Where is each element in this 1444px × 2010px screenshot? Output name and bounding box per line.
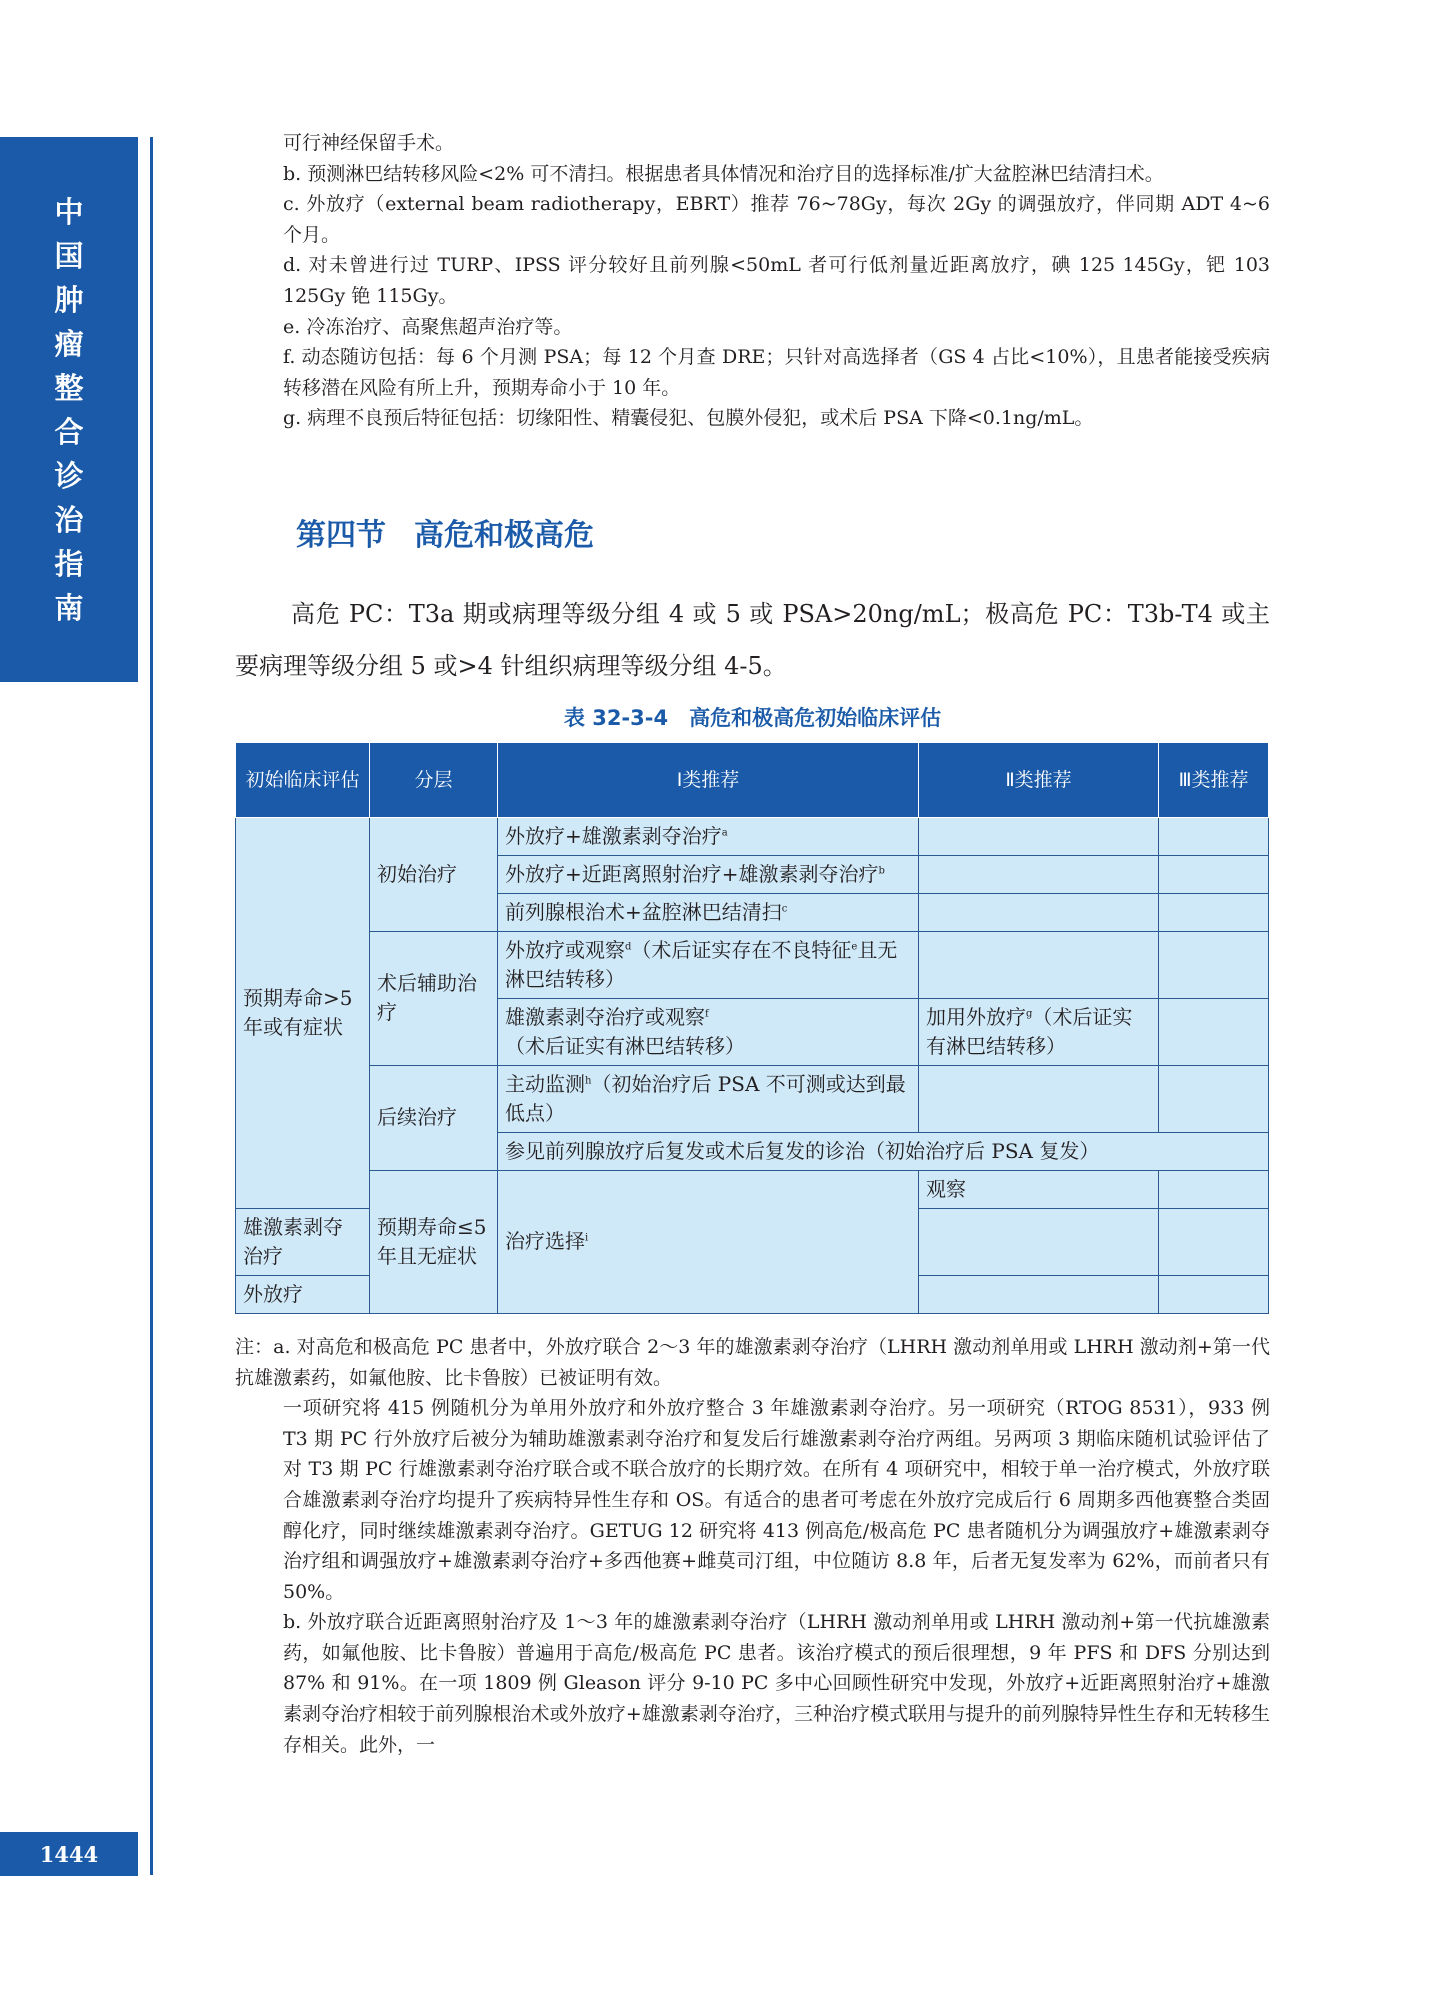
note-line: e. 冷冻治疗、高聚焦超声治疗等。 <box>283 315 573 338</box>
note-line: b. 外放疗联合近距离照射治疗及 1～3 年的雄激素剥夺治疗（LHRH 激动剂单用或 LHRH 激动剂+第一代抗雄激素药，如氟他胺、比卡鲁胺）普遍用于高危/极高危 PC 患者。该治疗模式的预后很理想，9 年 PFS 和 DFS 分别达到 87% 和 91%。在一项 1809 例 Gleason 评分 9-10 PC 多中心回顾性研究中发现，外放疗+近距离照射治疗+雄激素剥夺治疗相较于前列腺根治术或外放疗+雄激素剥夺治疗，三种治疗模式联用与提升的前列腺特异性生存和无转移生存相关。此外，一 <box>283 1611 1270 1756</box>
side-char: 南 <box>54 590 84 625</box>
table-cell <box>1159 1208 1269 1275</box>
section-number: 第四节 <box>296 517 386 553</box>
section-title: 高危和极高危 <box>414 517 594 553</box>
table-cell: 外放疗+雄激素剥夺治疗$^a$ <box>498 817 919 855</box>
recommendation-table <box>235 742 1269 1314</box>
note-line: g. 病理不良预后特征包括：切缘阳性、精囊侵犯、包膜外侵犯，或术后 PSA 下降<0.1ng/mL。 <box>283 407 1094 430</box>
page-number: 1444 <box>0 1832 138 1876</box>
side-char: 中 <box>54 194 84 229</box>
table-cell <box>1159 1275 1269 1313</box>
col-header: 分层 <box>370 742 498 817</box>
table-row <box>236 931 1269 998</box>
table-cell <box>919 931 1159 998</box>
page-content <box>235 128 1270 1760</box>
side-char: 指 <box>54 546 84 581</box>
table-cell <box>919 1065 1159 1132</box>
side-char: 治 <box>54 502 84 537</box>
bottom-notes <box>235 1332 1270 1760</box>
note-line: f. 动态随访包括：每 6 个月测 PSA；每 12 个月查 DRE；只针对高选择者（GS 4 占比<10%），且患者能接受疾病转移潜在风险有所上升，预期寿命小于 10 年。 <box>283 346 1270 399</box>
layer-cell: 治疗选择$^i$ <box>498 1170 919 1313</box>
table-cell <box>1159 817 1269 855</box>
table-cell <box>919 817 1159 855</box>
table-cell: 加用外放疗$^g$（术后证实有淋巴结转移） <box>919 998 1159 1065</box>
side-char: 合 <box>54 414 84 449</box>
col-header: Ⅲ类推荐 <box>1159 742 1269 817</box>
side-char: 肿 <box>54 282 84 317</box>
note-line: 可行神经保留手术。 <box>283 132 455 154</box>
top-notes <box>235 128 1270 434</box>
group-cell: 预期寿命>5 年或有症状 <box>236 817 370 1208</box>
table-cell <box>1159 1170 1269 1208</box>
note-line: b. 预测淋巴结转移风险<2% 可不清扫。根据患者具体情况和治疗目的选择标准/扩大盆腔淋巴结清扫术。 <box>283 162 1164 185</box>
table-cell: 外放疗或观察$^d$（术后证实存在不良特征$^e$且无淋巴结转移） <box>498 931 919 998</box>
section-heading <box>296 510 1270 554</box>
side-char: 瘤 <box>54 326 84 361</box>
margin-rule <box>150 137 153 1875</box>
table-caption: 表 32-3-4 高危和极高危初始临床评估 <box>563 705 942 730</box>
note-lead: 注： <box>235 1335 274 1358</box>
table-cell <box>1159 1065 1269 1132</box>
table-header-row <box>236 742 1269 817</box>
table-cell: 主动监测$^h$（初始治疗后 PSA 不可测或达到最低点） <box>498 1065 919 1132</box>
table-cell <box>919 893 1159 931</box>
side-char: 整 <box>54 370 84 405</box>
note-line: c. 外放疗（external beam radiotherapy，EBRT）推荐 76~78Gy，每次 2Gy 的调强放疗，伴同期 ADT 4~6 个月。 <box>283 193 1270 246</box>
table-cell <box>1159 855 1269 893</box>
side-tab <box>0 137 138 682</box>
note-line: 注：a. 对高危和极高危 PC 患者中，外放疗联合 2～3 年的雄激素剥夺治疗（LHRH 激动剂单用或 LHRH 激动剂+第一代抗雄激素药，如氟他胺、比卡鲁胺）已被证明有效。 <box>235 1335 1270 1389</box>
table-cell <box>919 855 1159 893</box>
group-cell: 预期寿命≤5 年且无症状 <box>370 1170 498 1313</box>
side-char: 诊 <box>54 458 84 493</box>
table-row <box>236 817 1269 855</box>
table-cell: 外放疗 <box>236 1275 370 1313</box>
table-row <box>236 1170 1269 1208</box>
col-header: Ⅱ类推荐 <box>919 742 1159 817</box>
table-row <box>236 1065 1269 1132</box>
table-cell: 观察 <box>919 1170 1159 1208</box>
table-cell: 参见前列腺放疗后复发或术后复发的诊治（初始治疗后 PSA 复发） <box>498 1132 1269 1170</box>
layer-cell: 术后辅助治疗 <box>370 931 498 1065</box>
note-line: 一项研究将 415 例随机分为单用外放疗和外放疗整合 3 年雄激素剥夺治疗。另一项研究（RTOG 8531），933 例 T3 期 PC 行外放疗后被分为辅助雄激素剥夺治疗和复发后行雄激素剥夺治疗两组。另两项 3 期临床随机试验评估了对 T3 期 PC 行雄激素剥夺治疗联合或不联合放疗的长期疗效。在所有 4 项研究中，相较于单一治疗模式，外放疗联合雄激素剥夺治疗均提升了疾病特异性生存和 OS。有适合的患者可考虑在外放疗完成后行 6 周期多西他赛整合类固醇化疗，同时继续雄激素剥夺治疗。GETUG 12 研究将 413 例高危/极高危 PC 患者随机分为调强放疗+雄激素剥夺治疗组和调强放疗+雄激素剥夺治疗+多西他赛+雌莫司汀组，中位随访 8.8 年，后者无复发率为 62%，而前者只有 50%。 <box>283 1397 1270 1603</box>
table-cell <box>919 1208 1159 1275</box>
table-cell <box>1159 893 1269 931</box>
layer-cell: 后续治疗 <box>370 1065 498 1170</box>
layer-cell: 初始治疗 <box>370 817 498 931</box>
table-cell <box>1159 931 1269 998</box>
note-line: d. 对未曾进行过 TURP、IPSS 评分较好且前列腺<50mL 者可行低剂量近距离放疗，碘 125 145Gy，钯 103 125Gy 铯 115Gy。 <box>283 254 1270 307</box>
table-cell: 雄激素剥夺治疗 <box>236 1208 370 1275</box>
table-cell: 前列腺根治术+盆腔淋巴结清扫$^c$ <box>498 893 919 931</box>
table-cell: 雄激素剥夺治疗或观察$^f$ （术后证实有淋巴结转移） <box>498 998 919 1065</box>
table-cell: 外放疗+近距离照射治疗+雄激素剥夺治疗$^b$ <box>498 855 919 893</box>
table-cell <box>919 1275 1159 1313</box>
table-cell <box>1159 998 1269 1065</box>
col-header: Ⅰ类推荐 <box>498 742 919 817</box>
intro-paragraph: 高危 PC：T3a 期或病理等级分组 4 或 5 或 PSA>20ng/mL；极高危 PC：T3b-T4 或主要病理等级分组 5 或>4 针组织病理等级分组 4-5。 <box>235 599 1270 680</box>
col-header: 初始临床评估 <box>236 742 370 817</box>
side-char: 国 <box>54 238 84 273</box>
